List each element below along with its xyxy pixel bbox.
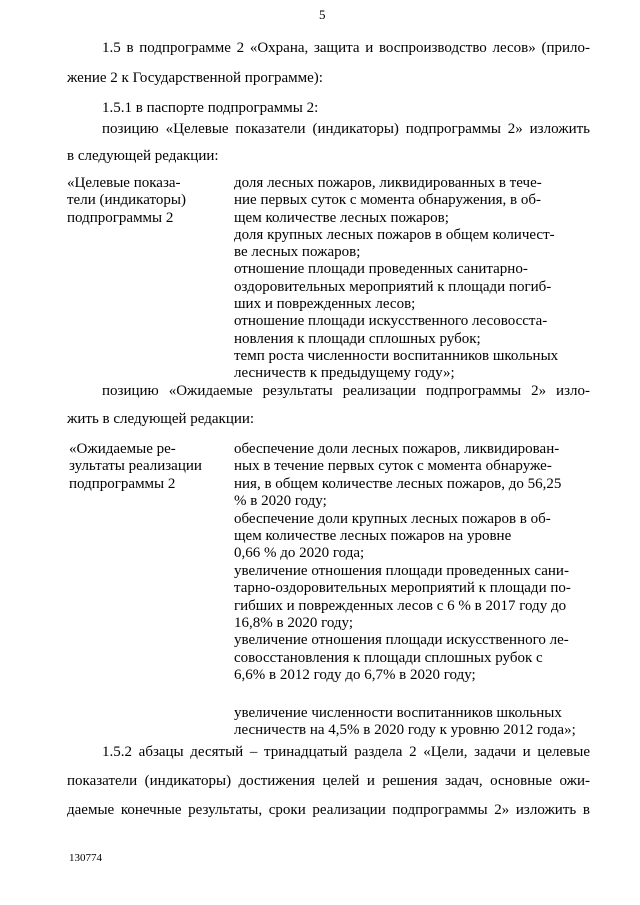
table1-left-line: подпрограммы 2 xyxy=(67,209,174,226)
paragraph-expected-results-line-2: жить в следующей редакции: xyxy=(67,411,255,427)
table2-right-line: обеспечение доли крупных лесных пожаров в об- xyxy=(234,510,551,527)
table2-right-line: ных в течение первых суток с момента обнаруже- xyxy=(234,458,552,475)
table1-right-line: доля лесных пожаров, ликвидированных в тече- xyxy=(234,175,542,191)
table2-right-cell-tail xyxy=(234,705,576,740)
table2-left-line: «Ожидаемые ре- xyxy=(69,441,176,457)
paragraph-1-5-2-line-1: 1.5.2 абзацы десятый – тринадцатый раздела 2 «Цели, задачи и целевые xyxy=(102,744,590,760)
paragraph-1-5-line-1: 1.5 в подпрограмме 2 «Охрана, защита и воспроизводство лесов» (прило- xyxy=(102,40,590,56)
table1-right-line: темп роста численности воспитанников школьных xyxy=(234,347,559,364)
table2-right-line: обеспечение доли лесных пожаров, ликвидирован- xyxy=(234,441,560,457)
table2-right-cell xyxy=(234,441,571,684)
table2-right-line: увеличение отношения площади проведенных сани- xyxy=(234,562,569,579)
table2-right-line: 0,66 % до 2020 года; xyxy=(234,545,365,562)
table2-right-line: % в 2020 году; xyxy=(234,493,327,510)
table1-right-cell xyxy=(234,175,558,383)
table2-left-line: подпрограммы 2 xyxy=(69,475,176,492)
paragraph-indicators-line-1: позицию «Целевые показатели (индикаторы) подпрограммы 2» изложить xyxy=(102,121,590,137)
paragraph-expected-results-line-1: позицию «Ожидаемые результаты реализации подпрограммы 2» изло- xyxy=(102,383,590,399)
table2-right-line: 6,6% в 2012 году до 6,7% в 2020 году; xyxy=(234,667,476,684)
table2-right-line: щем количестве лесных пожаров на уровне xyxy=(234,527,512,544)
paragraph-1-5-2-line-3: даемые конечные результаты, сроки реализации подпрограммы 2» изложить в xyxy=(67,802,590,818)
table2-right-line: гибших и поврежденных лесов с 6 % в 2017 году до xyxy=(234,597,567,614)
table1-right-line: лесничеств к предыдущему году»; xyxy=(234,365,455,382)
table2-tail-line: лесничеств на 4,5% в 2020 году к уровню 2012 года»; xyxy=(234,722,576,739)
paragraph-1-5-1: 1.5.1 в паспорте подпрограммы 2: xyxy=(102,100,319,116)
table2-left-cell xyxy=(69,441,202,493)
table1-right-line: ние первых суток с момента обнаружения, в об- xyxy=(234,192,542,209)
table1-right-line: щем количестве лесных пожаров; xyxy=(234,209,449,226)
table2-left-line: зультаты реализации xyxy=(69,458,202,475)
table2-tail-line: увеличение численности воспитанников школьных xyxy=(234,705,562,721)
table2-right-line: 16,8% в 2020 году; xyxy=(234,614,354,631)
table2-right-line: совосстановления к площади сплошных рубок с xyxy=(234,649,543,666)
table1-right-line: ве лесных пожаров; xyxy=(234,244,361,261)
table1-left-line: «Целевые показа- xyxy=(67,175,181,191)
table1-right-line: ших и поврежденных лесов; xyxy=(234,296,416,313)
table1-right-line: отношение площади проведенных санитарно- xyxy=(234,261,528,278)
table2-right-line: ния, в общем количестве лесных пожаров, до 56,25 xyxy=(234,475,562,492)
paragraph-indicators-line-2: в следующей редакции: xyxy=(67,148,219,164)
table2-right-line: тарно-оздоровительных мероприятий к площади по- xyxy=(234,580,571,597)
table1-right-line: оздоровительных мероприятий к площади погиб- xyxy=(234,278,552,295)
table1-right-line: отношение площади искусственного лесовосста- xyxy=(234,313,548,330)
page-number: 5 xyxy=(319,7,326,22)
table1-right-line: доля крупных лесных пожаров в общем количест- xyxy=(234,226,555,243)
table1-left-cell xyxy=(67,175,186,227)
footer-document-code: 130774 xyxy=(69,852,102,864)
table2-right-line: увеличение отношения площади искусственного ле- xyxy=(234,632,569,649)
table1-left-line: тели (индикаторы) xyxy=(67,192,186,209)
paragraph-1-5-line-2: жение 2 к Государственной программе): xyxy=(67,70,323,86)
table1-right-line: новления к площади сплошных рубок; xyxy=(234,330,481,347)
paragraph-1-5-2-line-2: показатели (индикаторы) достижения целей и решения задач, основные ожи- xyxy=(67,773,590,789)
